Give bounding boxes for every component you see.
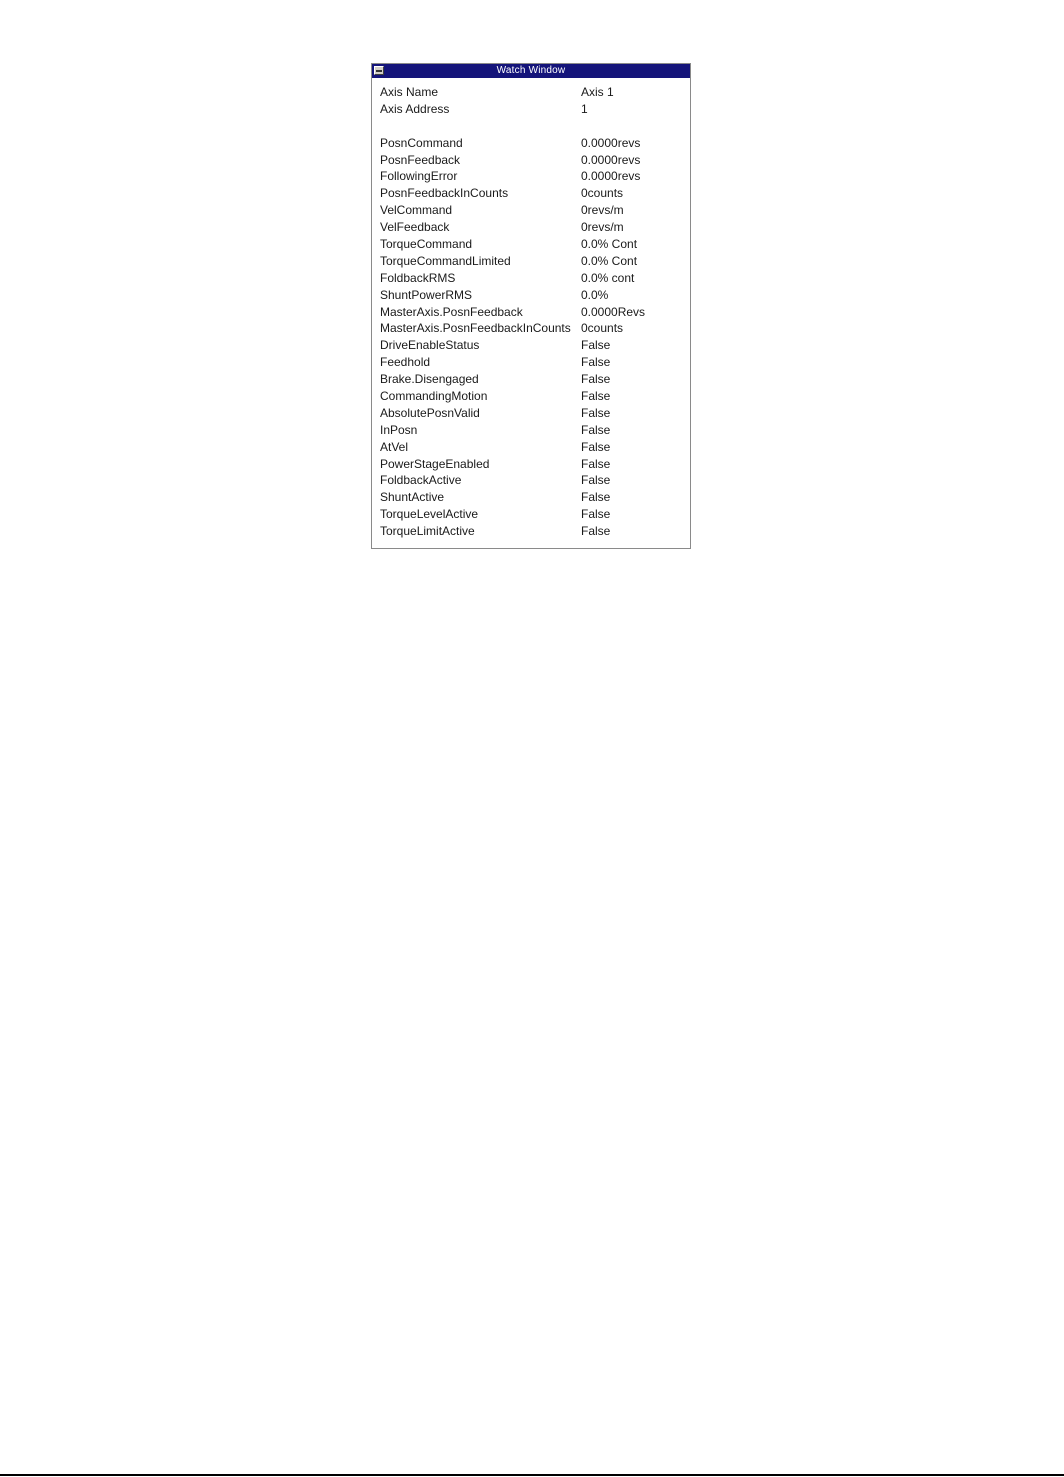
watch-list: [380, 84, 686, 540]
watch-value: 1: [581, 101, 588, 116]
watch-label: AtVel: [380, 439, 409, 454]
watch-value: False: [581, 338, 611, 353]
watch-label: Feedhold: [380, 355, 431, 370]
watch-row[interactable]: [380, 405, 686, 422]
watch-label: FollowingError: [380, 169, 458, 184]
watch-label: DriveEnableStatus: [380, 338, 480, 353]
watch-row[interactable]: [380, 523, 686, 540]
watch-row[interactable]: [380, 371, 686, 388]
watch-row[interactable]: [380, 472, 686, 489]
watch-row[interactable]: [380, 152, 686, 169]
watch-row[interactable]: [380, 337, 686, 354]
watch-value: False: [581, 422, 611, 437]
watch-label: VelFeedback: [380, 220, 450, 235]
window-titlebar[interactable]: [372, 64, 690, 78]
watch-value: 0.0%: [581, 287, 609, 302]
watch-value: 0counts: [581, 186, 624, 201]
watch-row[interactable]: [380, 253, 686, 270]
watch-row[interactable]: [380, 219, 686, 236]
watch-label: FoldbackActive: [380, 473, 462, 488]
watch-label: Brake.Disengaged: [380, 372, 479, 387]
watch-label: CommandingMotion: [380, 389, 488, 404]
watch-label: PowerStageEnabled: [380, 456, 490, 471]
watch-value: False: [581, 372, 611, 387]
watch-row[interactable]: [380, 506, 686, 523]
watch-label: Axis Address: [380, 101, 450, 116]
watch-value: False: [581, 405, 611, 420]
watch-label: PosnCommand: [380, 135, 463, 150]
watch-label: ShuntActive: [380, 490, 445, 505]
watch-row[interactable]: [380, 388, 686, 405]
watch-row[interactable]: [380, 422, 686, 439]
watch-window: [371, 63, 691, 549]
watch-label: PosnFeedback: [380, 152, 461, 167]
watch-value: 0.0% cont: [581, 270, 635, 285]
watch-row[interactable]: [380, 202, 686, 219]
watch-row[interactable]: [380, 304, 686, 321]
watch-value: False: [581, 355, 611, 370]
watch-value: 0revs/m: [581, 203, 624, 218]
watch-label: PosnFeedbackInCounts: [380, 186, 509, 201]
watch-value: False: [581, 524, 611, 539]
watch-row[interactable]: [380, 489, 686, 506]
watch-row[interactable]: [380, 320, 686, 337]
watch-row[interactable]: [380, 456, 686, 473]
watch-value: False: [581, 507, 611, 522]
watch-value: 0.0% Cont: [581, 237, 638, 252]
watch-label: ShuntPowerRMS: [380, 287, 473, 302]
watch-row-axis-address[interactable]: [380, 101, 686, 118]
watch-value: 0.0000revs: [581, 152, 641, 167]
watch-value: False: [581, 473, 611, 488]
watch-value: 0revs/m: [581, 220, 624, 235]
watch-row[interactable]: [380, 135, 686, 152]
watch-value: 0counts: [581, 321, 624, 336]
watch-row[interactable]: [380, 185, 686, 202]
watch-value: False: [581, 456, 611, 471]
window-title: Watch Window: [496, 65, 566, 76]
watch-label: TorqueLimitActive: [380, 524, 475, 539]
watch-label: AbsolutePosnValid: [380, 405, 480, 420]
watch-label: VelCommand: [380, 203, 453, 218]
watch-label: FoldbackRMS: [380, 270, 456, 285]
watch-label: TorqueLevelActive: [380, 507, 479, 522]
watch-value: 0.0000Revs: [581, 304, 646, 319]
row-spacer: [380, 118, 686, 135]
page-bottom-rule: [0, 1474, 1064, 1476]
watch-row[interactable]: [380, 168, 686, 185]
watch-label: TorqueCommandLimited: [380, 253, 511, 268]
watch-row[interactable]: [380, 270, 686, 287]
watch-label: InPosn: [380, 422, 418, 437]
watch-value: False: [581, 490, 611, 505]
watch-row[interactable]: [380, 354, 686, 371]
watch-row-axis-name[interactable]: [380, 84, 686, 101]
watch-value: Axis 1: [581, 85, 614, 99]
watch-label: MasterAxis.PosnFeedback: [380, 304, 523, 319]
watch-row[interactable]: [380, 439, 686, 456]
watch-value: False: [581, 439, 611, 454]
watch-label: MasterAxis.PosnFeedbackInCounts: [380, 321, 571, 336]
watch-label: TorqueCommand: [380, 237, 473, 252]
watch-value: 0.0% Cont: [581, 253, 638, 268]
watch-row[interactable]: [380, 287, 686, 304]
watch-value: 0.0000revs: [581, 169, 641, 184]
watch-value: 0.0000revs: [581, 135, 641, 150]
watch-value: False: [581, 389, 611, 404]
watch-row[interactable]: [380, 236, 686, 253]
system-menu-icon[interactable]: [374, 66, 384, 75]
watch-label: Axis Name: [380, 85, 439, 99]
